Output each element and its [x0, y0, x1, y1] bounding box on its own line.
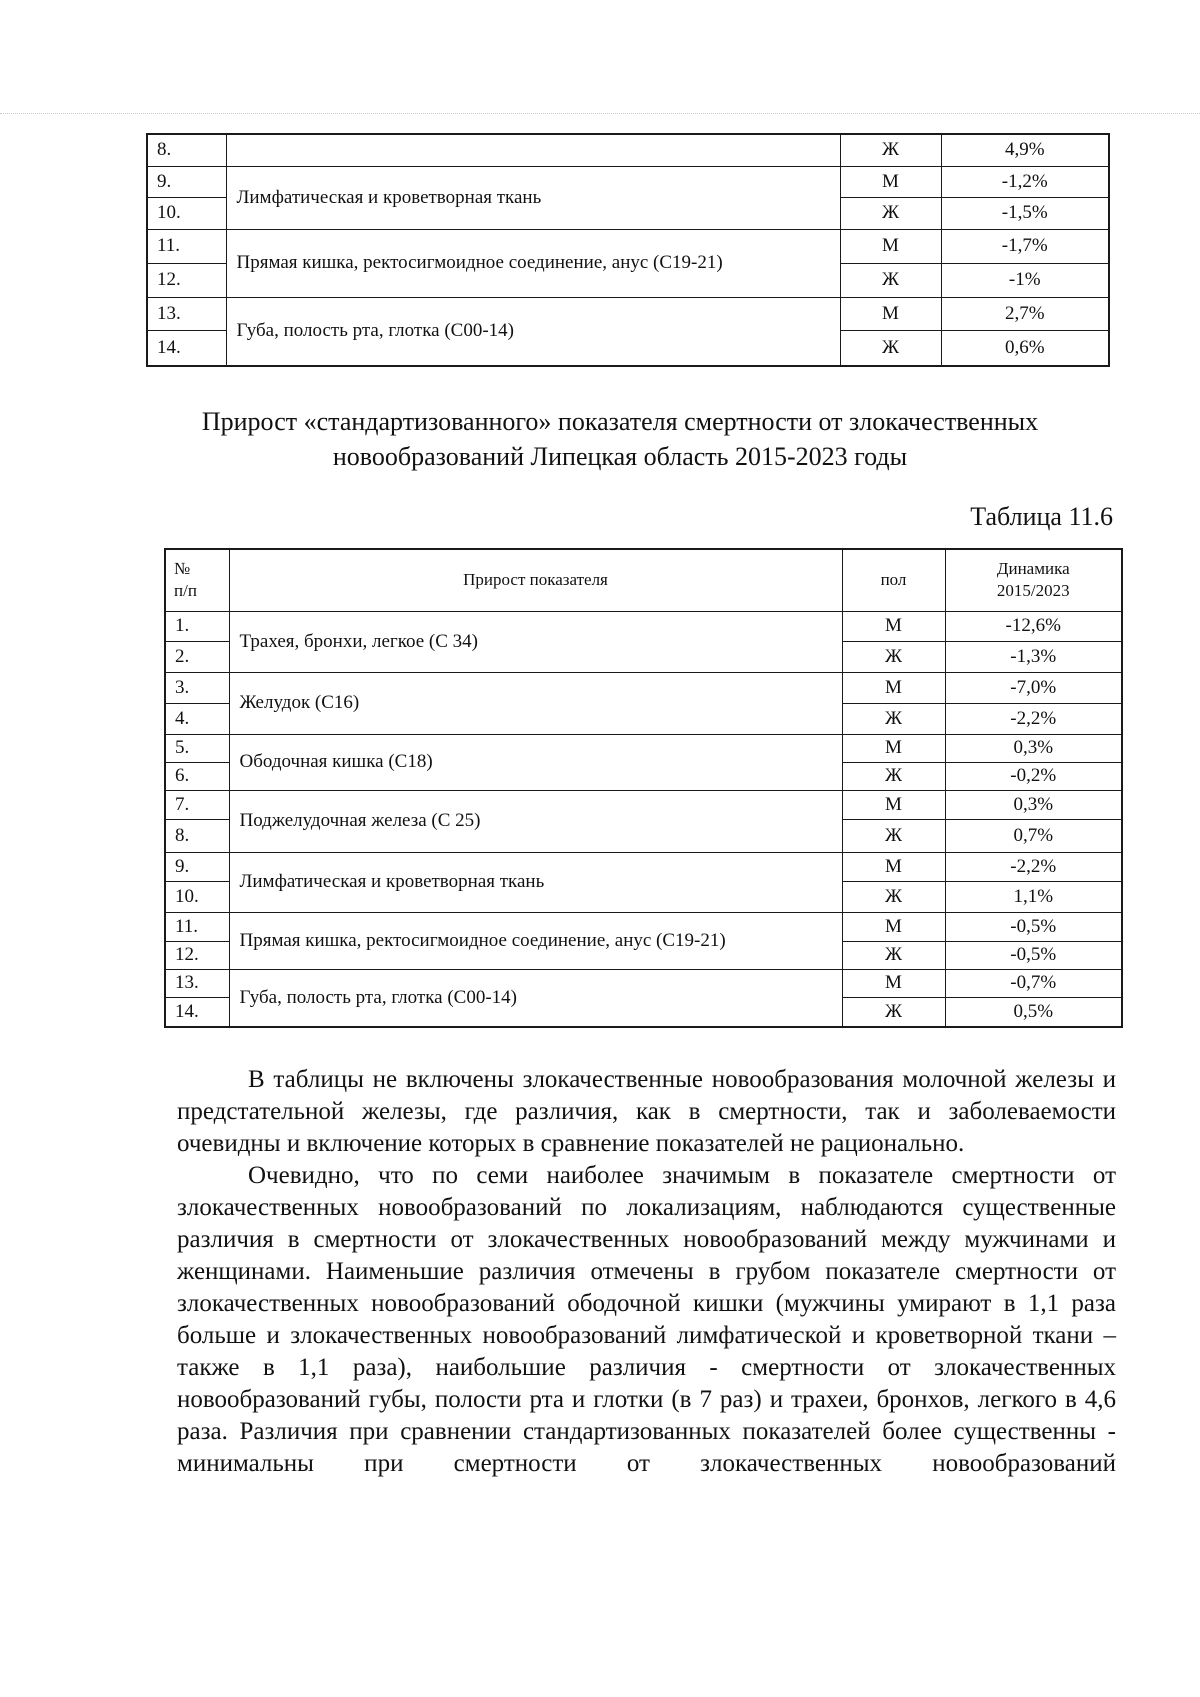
value-cell: -0,5% — [945, 941, 1122, 969]
sex-cell: М — [842, 790, 945, 819]
sex-cell: Ж — [842, 881, 945, 912]
sex-cell: Ж — [842, 997, 945, 1027]
value-cell: -7,0% — [945, 672, 1122, 703]
table-title — [140, 404, 1100, 474]
row-number: 10. — [147, 197, 226, 229]
table-number: Таблица 11.6 — [970, 502, 1113, 531]
indicator-name: Желудок (С16) — [229, 672, 842, 734]
value-cell: -0,5% — [945, 912, 1122, 941]
sex-cell: М — [842, 611, 945, 641]
row-number: 8. — [147, 134, 226, 166]
paragraph-exclusion-note: В таблицы не включены злокачественные новообразования молочной железы и предстательной железы, где различия, как в смертности, так и заболеваемости очевидны и включение которых в сравнение показателей не рационально. — [177, 1066, 1116, 1157]
sex-cell: Ж — [840, 134, 941, 166]
row-number: 11. — [165, 912, 229, 941]
header-number-line-2: п/п — [174, 581, 197, 601]
value-cell: 0,5% — [945, 997, 1122, 1027]
row-number: 12. — [147, 263, 226, 297]
row-number: 11. — [147, 229, 226, 263]
indicator-name: Лимфатическая и кроветворная ткань — [226, 166, 840, 229]
value-cell: 0,7% — [945, 819, 1122, 852]
value-cell: 2,7% — [941, 297, 1109, 330]
value-cell: 0,3% — [945, 734, 1122, 762]
sex-cell: Ж — [840, 263, 941, 297]
value-cell: -0,7% — [945, 969, 1122, 997]
row-number: 3. — [165, 672, 229, 703]
indicator-name: Прямая кишка, ректосигмоидное соединение, анус (С19-21) — [226, 229, 840, 297]
title-line-2: новообразований Липецкая область 2015-2023 годы — [332, 442, 908, 471]
indicator-name: Трахея, бронхи, легкое (С 34) — [229, 611, 842, 672]
table-row — [165, 672, 1122, 703]
row-number: 7. — [165, 790, 229, 819]
header-number-line-1: № — [174, 559, 191, 579]
row-number: 5. — [165, 734, 229, 762]
value-cell: 0,3% — [945, 790, 1122, 819]
row-number: 6. — [165, 762, 229, 790]
header-row — [165, 549, 1122, 611]
sex-cell: М — [842, 969, 945, 997]
header-indicator: Прирост показателя — [229, 549, 842, 611]
value-cell: -1,7% — [941, 229, 1109, 263]
header-dynamics — [945, 549, 1122, 611]
indicator-name: Ободочная кишка (С18) — [229, 734, 842, 790]
table-row — [165, 734, 1122, 762]
value-cell: -2,2% — [945, 852, 1122, 881]
value-cell: -1,5% — [941, 197, 1109, 229]
sex-cell: Ж — [840, 330, 941, 366]
indicator-name: Прямая кишка, ректосигмоидное соединение, анус (С19-21) — [229, 912, 842, 969]
header-sex: пол — [842, 549, 945, 611]
header-number — [165, 549, 229, 611]
sex-cell: Ж — [840, 197, 941, 229]
sex-cell: Ж — [842, 762, 945, 790]
value-cell: -12,6% — [945, 611, 1122, 641]
row-number: 8. — [165, 819, 229, 852]
row-number: 14. — [147, 330, 226, 366]
table-row — [165, 852, 1122, 881]
value-cell: -1,2% — [941, 166, 1109, 197]
row-number: 9. — [147, 166, 226, 197]
row-number: 4. — [165, 703, 229, 734]
table-row — [165, 790, 1122, 819]
sex-cell: Ж — [842, 641, 945, 672]
value-cell: -0,2% — [945, 762, 1122, 790]
indicator-name: Лимфатическая и кроветворная ткань — [229, 852, 842, 912]
table-row — [147, 166, 1109, 197]
table-row — [147, 229, 1109, 263]
sex-cell: М — [842, 852, 945, 881]
sex-cell: Ж — [842, 819, 945, 852]
sex-cell: М — [840, 297, 941, 330]
row-number: 14. — [165, 997, 229, 1027]
sex-cell: М — [842, 734, 945, 762]
row-number: 2. — [165, 641, 229, 672]
table-row — [165, 611, 1122, 641]
row-number: 13. — [165, 969, 229, 997]
sex-cell: М — [840, 229, 941, 263]
table-row — [165, 912, 1122, 941]
value-cell: -1,3% — [945, 641, 1122, 672]
paragraph-analysis: Очевидно, что по семи наиболее значимым в показателе смертности от злокачественных новообразований по локализациям, наблюдаются существенные различия в смертности от злокачественных новообразований между мужчинами и женщинами. Наименьшие различия отмечены в грубом показателе смертности от злокачественных новообразований ободочной кишки (мужчины умирают в 1,1 раза больше и злокачественных новообразований лимфатической и кроветворной ткани – также в 1,1 раза), наибольшие различия - смертности от злокачественных новообразований губы, полости рта и глотки (в 7 раз) и трахеи, бронхов, легкого в 4,6 раза. Различия при сравнении стандартизованных показателей более существенны - минимальны при смертности от злокачественных новообразований — [177, 1162, 1116, 1477]
value-cell: 1,1% — [945, 881, 1122, 912]
value-cell: 0,6% — [941, 330, 1109, 366]
value-cell: -2,2% — [945, 703, 1122, 734]
title-line-1: Прирост «стандартизованного» показателя смертности от злокачественных — [201, 407, 1039, 436]
sex-cell: М — [840, 166, 941, 197]
indicator-name: Поджелудочная железа (С 25) — [229, 790, 842, 852]
sex-cell: Ж — [842, 941, 945, 969]
indicator-name: Губа, полость рта, глотка (С00-14) — [229, 969, 842, 1027]
sex-cell: Ж — [842, 703, 945, 734]
header-dynamics-line-2: 2015/2023 — [996, 581, 1070, 601]
mortality-growth-table — [164, 548, 1123, 1028]
scan-artifact-line — [0, 113, 1200, 114]
body-text — [177, 1064, 1116, 1480]
table-row — [147, 134, 1109, 166]
row-number: 13. — [147, 297, 226, 330]
row-number: 9. — [165, 852, 229, 881]
indicator-name: Губа, полость рта, глотка (С00-14) — [226, 297, 840, 366]
row-number: 1. — [165, 611, 229, 641]
value-cell: -1% — [941, 263, 1109, 297]
row-number: 12. — [165, 941, 229, 969]
row-number: 10. — [165, 881, 229, 912]
table-row — [147, 297, 1109, 330]
indicator-name — [226, 134, 840, 166]
value-cell: 4,9% — [941, 134, 1109, 166]
continued-table — [146, 133, 1110, 367]
sex-cell: М — [842, 912, 945, 941]
header-dynamics-line-1: Динамика — [996, 559, 1070, 579]
sex-cell: М — [842, 672, 945, 703]
table-row — [165, 969, 1122, 997]
